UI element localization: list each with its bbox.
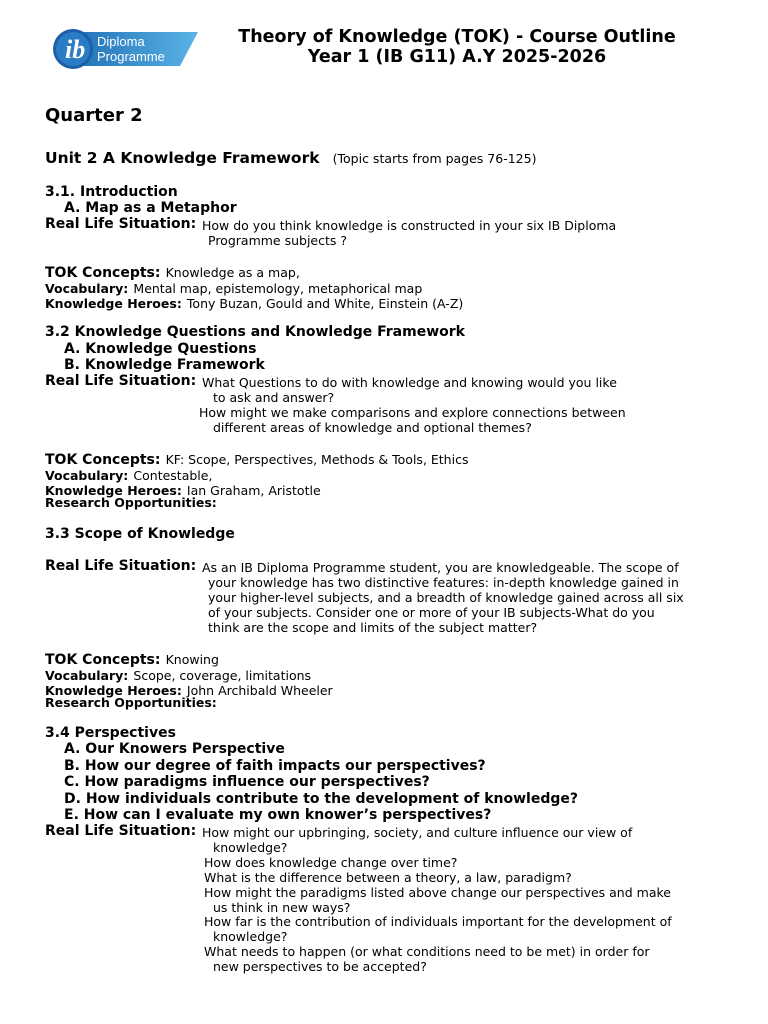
logo-text-line2: Programme <box>97 49 165 64</box>
knowledge-heroes-label: Knowledge Heroes: <box>45 683 182 698</box>
section-3-1-rls-label: Real Life Situation: <box>45 216 197 232</box>
section-3-4-rls-label: Real Life Situation: <box>45 823 197 839</box>
section-3-4-item-e: E. How can I evaluate my own knower’s perspectives? <box>64 807 492 823</box>
section-3-3-rls-line: As an IB Diploma Programme student, you are knowledgeable. The scope of <box>202 560 679 575</box>
section-3-3-research-opportunities: Research Opportunities: <box>45 695 217 710</box>
section-3-4-rls-line: What needs to happen (or what conditions need to be met) in order for <box>204 944 650 959</box>
logo-mark: ib <box>65 35 86 64</box>
section-3-4-rls-line: How might the paradigms listed above change our perspectives and make <box>204 885 671 900</box>
section-3-2-item-a: A. Knowledge Questions <box>64 341 257 357</box>
section-3-1-heading: 3.1. Introduction <box>45 184 178 200</box>
knowledge-heroes-value: Tony Buzan, Gould and White, Einstein (A-Z) <box>186 296 464 311</box>
section-3-3-rls-line: your knowledge has two distinctive features: in-depth knowledge gained in <box>208 575 679 590</box>
knowledge-heroes-value: John Archibald Wheeler <box>186 683 333 698</box>
section-3-1-rls-line: How do you think knowledge is constructed in your six IB Diploma <box>202 218 617 233</box>
vocabulary-value: Mental map, epistemology, metaphorical map <box>133 281 423 296</box>
tok-concepts-label: TOK Concepts: <box>45 652 161 668</box>
section-3-3-rls-label: Real Life Situation: <box>45 558 197 574</box>
unit-title: Unit 2 A Knowledge Framework <box>45 149 320 167</box>
logo-text-line1: Diploma <box>97 34 145 49</box>
vocabulary-label: Vocabulary: <box>45 468 129 483</box>
section-3-3-rls-line: of your subjects. Consider one or more of your IB subjects-What do you <box>208 605 655 620</box>
section-3-1-item-a: A. Map as a Metaphor <box>64 200 237 216</box>
tok-concepts-value: KF: Scope, Perspectives, Methods & Tools, Ethics <box>165 452 469 467</box>
unit-heading <box>45 148 536 167</box>
ib-diploma-programme-logo <box>52 27 198 71</box>
section-3-3-heading: 3.3 Scope of Knowledge <box>45 526 235 542</box>
tok-concepts-label: TOK Concepts: <box>45 452 161 468</box>
section-3-2-rls-line: How might we make comparisons and explore connections between <box>199 405 626 420</box>
vocabulary-value: Contestable, <box>133 468 213 483</box>
section-3-1-rls-line: Programme subjects ? <box>208 233 348 248</box>
section-3-2-rls-line: to ask and answer? <box>213 390 335 405</box>
section-3-1-knowledge-heroes <box>45 293 463 312</box>
knowledge-heroes-value: Ian Graham, Aristotle <box>186 483 321 498</box>
section-3-2-item-b: B. Knowledge Framework <box>64 357 265 373</box>
section-3-2-rls-label: Real Life Situation: <box>45 373 197 389</box>
section-3-4-rls-line: knowledge? <box>213 929 288 944</box>
section-3-4-item-d: D. How individuals contribute to the development of knowledge? <box>64 791 579 807</box>
section-3-3-rls-line: your higher-level subjects, and a breadth of knowledge gained across all six <box>208 590 684 605</box>
section-3-4-rls-line: What is the difference between a theory, a law, paradigm? <box>204 870 572 885</box>
section-3-2-heading: 3.2 Knowledge Questions and Knowledge Framework <box>45 324 465 340</box>
tok-concepts-label: TOK Concepts: <box>45 265 161 281</box>
section-3-4-rls-line: How might our upbringing, society, and culture influence our view of <box>202 825 633 840</box>
knowledge-heroes-label: Knowledge Heroes: <box>45 483 182 498</box>
section-3-2-rls-line: What Questions to do with knowledge and knowing would you like <box>202 375 617 390</box>
document-title-line2: Year 1 (IB G11) A.Y 2025-2026 <box>307 47 607 67</box>
section-3-4-item-b: B. How our degree of faith impacts our perspectives? <box>64 758 486 774</box>
tok-concepts-value: Knowledge as a map, <box>165 265 300 280</box>
section-3-4-rls-line: new perspectives to be accepted? <box>213 959 427 974</box>
vocabulary-label: Vocabulary: <box>45 668 129 683</box>
section-3-2-research-opportunities: Research Opportunities: <box>45 495 217 510</box>
section-3-4-rls-line: How does knowledge change over time? <box>204 855 458 870</box>
unit-page-note: (Topic starts from pages 76-125) <box>332 151 537 166</box>
section-3-2-rls-line: different areas of knowledge and optional themes? <box>213 420 532 435</box>
document-title-line1: Theory of Knowledge (TOK) - Course Outline <box>238 27 676 47</box>
section-3-4-heading: 3.4 Perspectives <box>45 725 176 741</box>
vocabulary-label: Vocabulary: <box>45 281 129 296</box>
knowledge-heroes-label: Knowledge Heroes: <box>45 296 182 311</box>
tok-concepts-value: Knowing <box>165 652 219 667</box>
section-3-4-item-a: A. Our Knowers Perspective <box>64 741 285 757</box>
section-3-3-rls-line: think are the scope and limits of the subject matter? <box>208 620 538 635</box>
section-3-4-rls-line: us think in new ways? <box>213 900 351 915</box>
section-3-4-rls-line: How far is the contribution of individuals important for the development of <box>204 914 672 929</box>
vocabulary-value: Scope, coverage, limitations <box>133 668 312 683</box>
quarter-heading: Quarter 2 <box>45 105 143 126</box>
section-3-4-item-c: C. How paradigms influence our perspectives? <box>64 774 430 790</box>
section-3-4-rls-line: knowledge? <box>213 840 288 855</box>
